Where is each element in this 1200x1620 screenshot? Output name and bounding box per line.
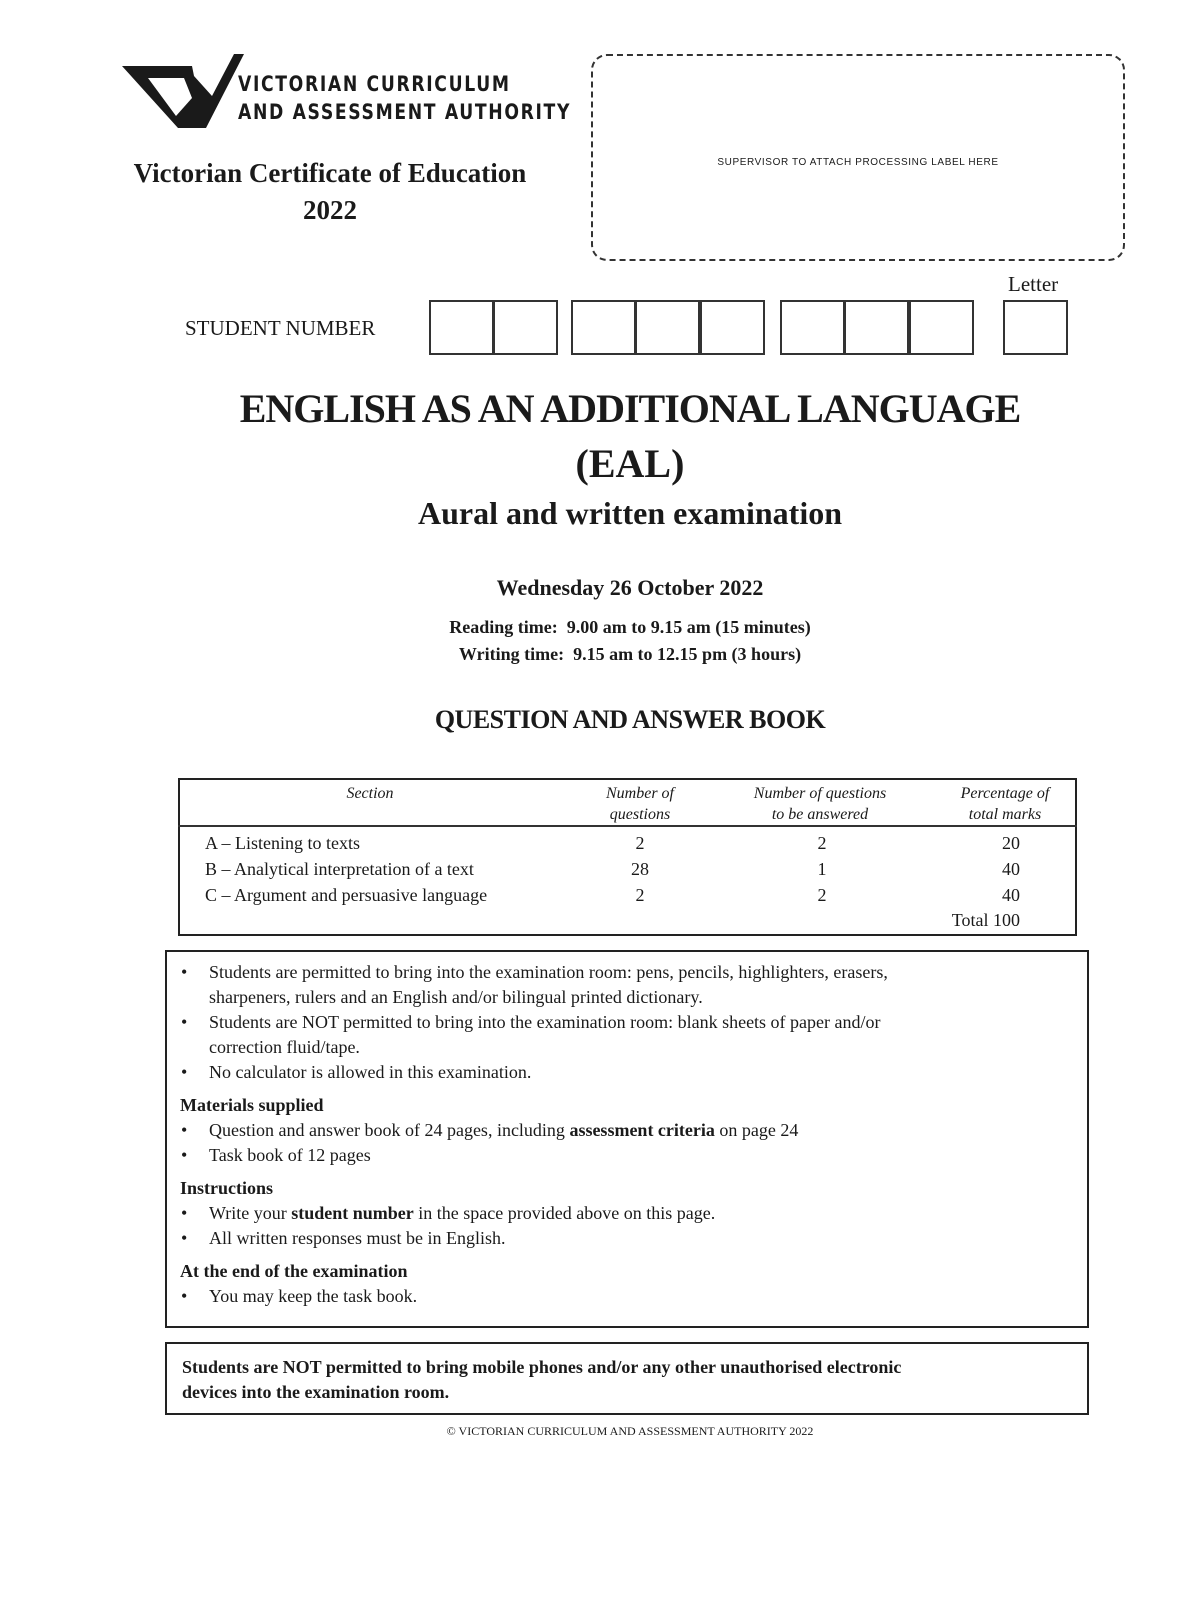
student-number-digit-box[interactable] <box>844 300 909 355</box>
table-cell-section: B – Analytical interpretation of a text <box>205 859 474 879</box>
logo-text-line2: AND ASSESSMENT AUTHORITY <box>238 100 572 124</box>
list-item <box>180 1010 1060 1060</box>
table-header-num-answered-line1: Number of questions <box>753 785 887 802</box>
table-cell-percent: 40 <box>1002 885 1020 905</box>
warning-line1: Students are NOT permitted to bring mobile phones and/or any other unauthorised electronic <box>182 1357 902 1377</box>
warning-text <box>182 1355 1062 1405</box>
warning-line2: devices into the examination room. <box>182 1382 450 1402</box>
processing-label-text: SUPERVISOR TO ATTACH PROCESSING LABEL HERE <box>717 157 999 168</box>
rule-not-permitted-line1: • Students are NOT permitted to bring into the examination room: blank sheets of paper and/or <box>209 1012 881 1032</box>
rules-content <box>180 960 1060 1309</box>
student-number-label: STUDENT NUMBER <box>185 316 376 340</box>
list-item: • Task book of 12 pages <box>180 1143 1060 1168</box>
end-heading: At the end of the examination <box>180 1261 408 1281</box>
table-total: Total 100 <box>951 910 1020 930</box>
table-header-num-answered-line2: to be answered <box>771 806 869 823</box>
student-number-digit-box[interactable] <box>700 300 765 355</box>
student-number-digit-box[interactable] <box>909 300 974 355</box>
book-title: QUESTION AND ANSWER BOOK <box>434 705 826 734</box>
table-cell-questions: 2 <box>635 833 645 853</box>
instruction-text: in the space provided above on this page. <box>413 1203 716 1223</box>
table-cell-questions: 28 <box>631 859 649 879</box>
table-header-num-answered <box>730 783 910 825</box>
exam-date: Wednesday 26 October 2022 <box>496 575 764 600</box>
table-header-num-questions-line1: Number of <box>606 785 674 802</box>
student-number-digit-box[interactable] <box>635 300 700 355</box>
list-item <box>180 1118 1060 1143</box>
list-item: • You may keep the task book. <box>180 1284 1060 1309</box>
list-item <box>180 1201 1060 1226</box>
table-header-percentage-line1: Percentage of <box>960 785 1050 802</box>
materials-text: Question and answer book of 24 pages, including <box>209 1120 570 1140</box>
instructions-heading: Instructions <box>180 1178 274 1198</box>
table-cell-questions: 2 <box>635 885 645 905</box>
exam-times <box>0 614 1200 668</box>
materials-text: on page 24 <box>714 1120 799 1140</box>
student-number-digit-box[interactable] <box>493 300 558 355</box>
table-header-num-questions <box>570 783 710 825</box>
exam-title: ENGLISH AS AN ADDITIONAL LANGUAGE <box>239 386 1021 431</box>
exam-title-abbrev: (EAL) <box>575 441 685 486</box>
letter-label: Letter <box>1008 272 1059 296</box>
table-header-percentage <box>935 783 1075 825</box>
exam-subtitle: Aural and written examination <box>418 495 842 531</box>
table-header-divider <box>178 825 1077 827</box>
student-letter-box[interactable] <box>1003 300 1068 355</box>
instruction-text: Write your <box>209 1203 292 1223</box>
table-header-percentage-line2: total marks <box>968 806 1042 823</box>
instruction-bold-text: student number <box>291 1203 414 1223</box>
table-cell-percent: 40 <box>1002 859 1020 879</box>
certificate-year: 2022 <box>303 195 357 225</box>
table-header-section: Section <box>346 785 394 802</box>
materials-heading: Materials supplied <box>180 1095 324 1115</box>
rule-permitted-line2: sharpeners, rulers and an English and/or bilingual printed dictionary. <box>209 987 703 1007</box>
reading-time: Reading time: 9.00 am to 9.15 am (15 minutes) <box>449 617 811 637</box>
rule-not-permitted-line2: correction fluid/tape. <box>209 1037 360 1057</box>
certificate-title: Victorian Certificate of Education <box>133 158 527 188</box>
list-item: • No calculator is allowed in this examination. <box>180 1060 1060 1085</box>
rule-permitted-line1: • Students are permitted to bring into the examination room: pens, pencils, highlighters, erasers, <box>209 962 888 982</box>
table-cell-section: C – Argument and persuasive language <box>205 885 488 905</box>
writing-time: Writing time: 9.15 am to 12.15 pm (3 hours) <box>458 644 802 664</box>
materials-bold-text: assessment criteria <box>569 1120 715 1140</box>
student-number-digit-box[interactable] <box>780 300 845 355</box>
student-number-digit-box[interactable] <box>429 300 494 355</box>
table-cell-section: A – Listening to texts <box>205 833 360 853</box>
list-item: • All written responses must be in English. <box>180 1226 1060 1251</box>
table-cell-answered: 1 <box>817 859 827 879</box>
list-item <box>180 960 1060 1010</box>
table-cell-answered: 2 <box>817 833 827 853</box>
copyright: © VICTORIAN CURRICULUM AND ASSESSMENT AUTHORITY 2022 <box>446 1424 814 1438</box>
logo-text-line1: VICTORIAN CURRICULUM <box>238 72 511 96</box>
table-header-num-questions-line2: questions <box>609 806 671 823</box>
table-cell-percent: 20 <box>1002 833 1020 853</box>
table-cell-answered: 2 <box>817 885 827 905</box>
student-number-digit-box[interactable] <box>571 300 636 355</box>
